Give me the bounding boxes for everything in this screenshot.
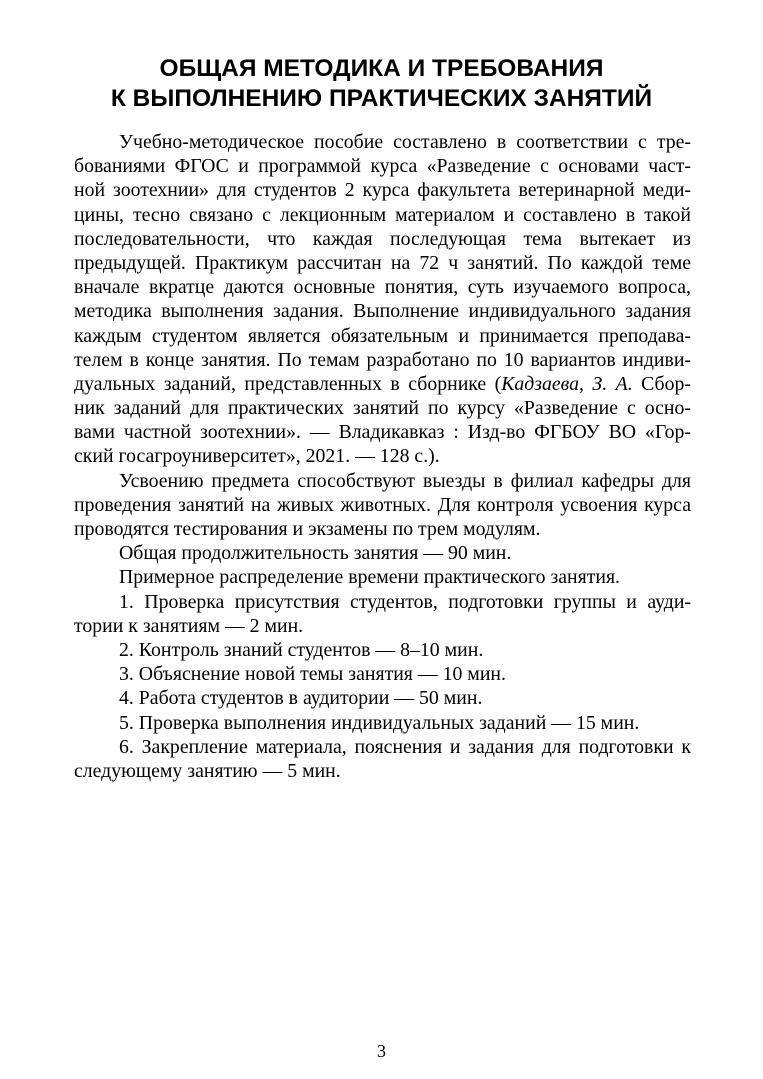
list-item-6: [74, 735, 691, 783]
text-line: предыдущей. Практикум рассчитан на 72 ч занятий. По каждой теме: [74, 251, 691, 274]
text-line: цины, тесно связано с лекционным материалом и составлено в такой: [74, 203, 691, 226]
text-line: Примерное распределение времени практического занятия.: [119, 566, 621, 589]
text-line: методика выполнения задания. Выполнение индивидуального задания: [74, 300, 691, 323]
text-line: следующему занятию — 5 мин.: [74, 759, 341, 782]
page-title-line-2: К ВЫПОЛНЕНИЮ ПРАКТИЧЕСКИХ ЗАНЯТИЙ: [110, 85, 653, 112]
text-line: последовательности, что каждая последующая тема вытекает из: [74, 227, 691, 250]
text-line: проведения занятий на живых животных. Для контроля усвоения курса: [74, 493, 691, 516]
list-item-4: 4. Работа студентов в аудитории — 50 мин.: [119, 687, 483, 710]
paragraph-intro: [74, 130, 691, 469]
text-line: 1. Проверка присутствия студентов, подготовки группы и ауди-: [119, 590, 691, 613]
text-line: проводятся тестирования и экзамены по трем модулям.: [74, 518, 541, 540]
citation-open: дуальных заданий, представленных в сборнике (: [74, 372, 502, 395]
time-distribution-list: [74, 590, 691, 784]
text-line: ский госагроуниверситет», 2021. — 128 с.).: [74, 445, 440, 468]
text-line: вами частной зоотехнии». — Владикавказ : Изд-во ФГБОУ ВО «Гор-: [74, 421, 691, 444]
list-item-3: 3. Объяснение новой темы занятия — 10 мин.: [119, 663, 506, 686]
text-line: каждым студентом является обязательным и принимается преподава-: [74, 324, 691, 347]
list-item-2: 2. Контроль знаний студентов — 8–10 мин.: [119, 638, 484, 661]
text-line: телем в конце занятия. По темам разработано по 10 вариантов индиви-: [74, 348, 691, 371]
text-line-citation: [74, 372, 691, 396]
text-line: тории к занятиям — 2 мин.: [74, 614, 304, 637]
text-line: Усвоению предмета способствуют выезды в филиал кафедры для: [119, 469, 691, 492]
text-line: бованиями ФГОС и программой курса «Разведение с основами част-: [74, 155, 691, 178]
text-line: ной зоотехнии» для студентов 2 курса факультета ветеринарной меди-: [74, 179, 691, 202]
document-body: [74, 130, 691, 783]
text-line: вначале вкратце даются основные понятия, суть изучаемого вопроса,: [74, 276, 691, 299]
page-title: [0, 54, 763, 114]
text-line: Учебно-методическое пособие составлено в соответствии с тре-: [119, 131, 691, 153]
citation-author: Кадзаева, З. А.: [501, 372, 633, 395]
text-line: ник заданий для практических занятий по курсу «Разведение с осно-: [74, 397, 691, 420]
list-item-5: 5. Проверка выполнения индивидуальных заданий — 15 мин.: [119, 711, 640, 734]
list-item-1: [74, 590, 691, 638]
citation-rest: Сбор-: [632, 372, 691, 395]
page-number: 3: [377, 1041, 386, 1061]
paragraph-time-distribution: [74, 565, 691, 589]
text-line: 6. Закрепление материала, пояснения и задания для подготовки к: [119, 735, 691, 758]
paragraph-visits: [74, 469, 691, 542]
paragraph-duration: [74, 541, 691, 565]
page-title-line-1: ОБЩАЯ МЕТОДИКА И ТРЕБОВАНИЯ: [159, 55, 604, 82]
text-line: Общая продолжительность занятия — 90 мин.: [119, 542, 512, 565]
